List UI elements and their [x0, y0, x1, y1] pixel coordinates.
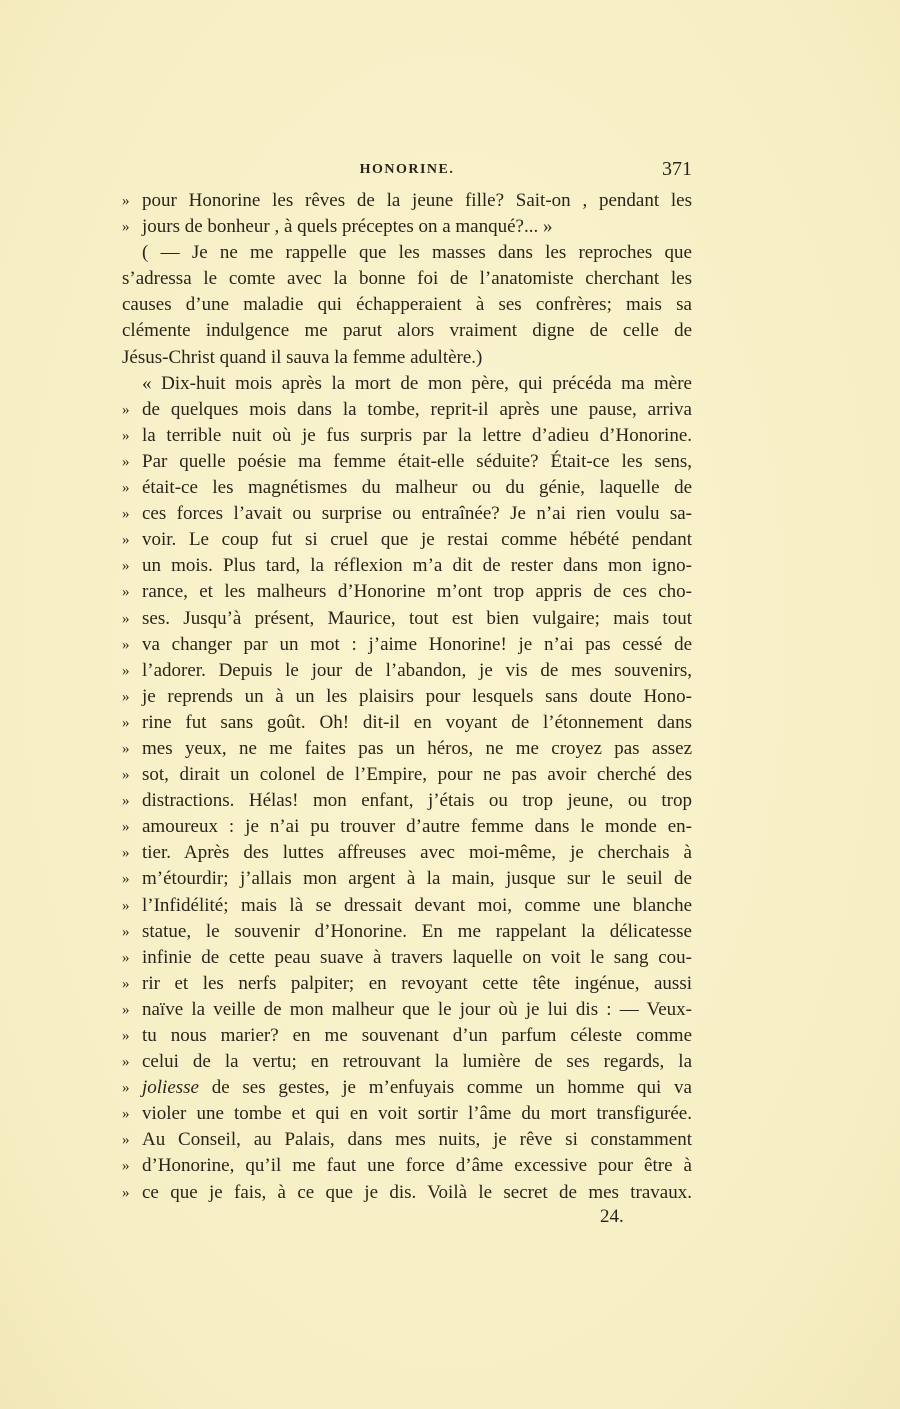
text-line	[122, 1153, 692, 1179]
text-line	[122, 971, 692, 997]
quote-mark: »	[122, 610, 130, 627]
quote-mark: »	[122, 427, 130, 444]
line-text-rest: de ses gestes, je m’enfuyais comme un homme qui va	[199, 1077, 692, 1099]
line-text: la terrible nuit où je fus surpris par la lettre d’adieu d’Honorine.	[142, 424, 692, 446]
quote-mark: »	[122, 558, 130, 575]
quote-mark: »	[122, 480, 130, 497]
line-text: Par quelle poésie ma femme était-elle séduite? Était-ce les sens,	[142, 450, 692, 472]
line-text: rance, et les malheurs d’Honorine m’ont trop appris de ces cho-	[142, 581, 692, 603]
line-text: rir et les nerfs palpiter; en revoyant cette tête ingénue, aussi	[142, 972, 692, 994]
line-text: un mois. Plus tard, la réflexion m’a dit de rester dans mon igno-	[142, 555, 692, 577]
text-line	[122, 449, 692, 475]
text-line	[122, 788, 692, 814]
line-text: s’adressa le comte avec la bonne foi de l’anatomiste cherchant les	[122, 268, 692, 290]
line-text: tier. Après des luttes affreuses avec moi-même, je cherchais à	[142, 842, 692, 864]
quote-mark: »	[122, 1001, 130, 1018]
text-line	[122, 840, 692, 866]
text-line	[122, 814, 692, 840]
line-text	[142, 1075, 692, 1101]
text-line	[122, 945, 692, 971]
line-text: l’Infidélité; mais là se dressait devant moi, comme une blanche	[142, 894, 692, 916]
text-line	[122, 240, 692, 266]
text-line	[122, 318, 692, 344]
line-text: je reprends un à un les plaisirs pour lesquels sans doute Hono-	[142, 685, 692, 707]
line-text: pour Honorine les rêves de la jeune fille? Sait-on , pendant les	[142, 190, 692, 211]
quote-mark: »	[122, 871, 130, 888]
line-text: mes yeux, ne me faites pas un héros, ne me croyez pas assez	[142, 737, 692, 759]
quote-mark: »	[122, 1158, 130, 1175]
line-text: ce que je fais, à ce que je dis. Voilà le secret de mes travaux.	[142, 1181, 692, 1203]
text-line	[122, 371, 692, 397]
line-text: ( — Je ne me rappelle que les masses dans les reproches que	[142, 242, 692, 264]
quote-mark: »	[122, 193, 130, 209]
quote-mark: »	[122, 219, 130, 236]
text-line	[122, 266, 692, 292]
quote-mark: »	[122, 688, 130, 705]
text-line	[122, 736, 692, 762]
text-line	[122, 214, 692, 240]
line-text: naïve la veille de mon malheur que le jour où je lui dis : — Veux-	[142, 998, 692, 1020]
line-text: infinie de cette peau suave à travers laquelle on voit le sang cou-	[142, 946, 692, 968]
line-text: d’Honorine, qu’il me faut une force d’âme excessive pour être à	[142, 1155, 692, 1177]
quote-mark: »	[122, 1054, 130, 1071]
line-text: voir. Le coup fut si cruel que je restai comme hébété pendant	[142, 529, 692, 551]
quote-mark: »	[122, 767, 130, 784]
quote-mark: »	[122, 1028, 130, 1044]
line-text: ses. Jusqu’à présent, Maurice, tout est bien vulgaire; mais tout	[142, 607, 692, 629]
line-text: violer une tombe et qui en voit sortir l’âme du mort transfigurée.	[142, 1103, 692, 1125]
line-text: sot, dirait un colonel de l’Empire, pour ne pas avoir cherché des	[142, 764, 692, 786]
quote-mark: »	[122, 453, 130, 470]
quote-mark: »	[122, 845, 130, 862]
running-head-title: HONORINE.	[359, 162, 455, 177]
quote-mark: »	[122, 819, 130, 836]
text-line	[122, 1127, 692, 1153]
quote-mark: »	[122, 662, 130, 679]
quote-mark: »	[122, 1080, 130, 1097]
text-line	[122, 345, 692, 371]
line-text: statue, le souvenir d’Honorine. En me rappelant la délicatesse	[142, 920, 692, 942]
line-text: ces forces l’avait ou surprise ou entraînée? Je n’ai rien voulu sa-	[142, 503, 692, 525]
quote-mark: »	[122, 1184, 130, 1201]
text-line	[122, 684, 692, 710]
text-line	[122, 997, 692, 1023]
line-text: distractions. Hélas! mon enfant, j’étais ou trop jeune, ou trop	[142, 790, 692, 812]
line-text: de quelques mois dans la tombe, reprit-il après une pause, arriva	[142, 398, 692, 420]
text-line	[122, 1101, 692, 1127]
line-text: m’étourdir; j’allais mon argent à la main, jusque sur le seuil de	[142, 868, 692, 890]
signature-mark: 24.	[600, 1206, 624, 1227]
text-line	[122, 658, 692, 684]
line-text: jours de bonheur , à quels préceptes on a manqué?... »	[142, 216, 553, 238]
line-text: rine fut sans goût. Oh! dit-il en voyant de l’étonnement dans	[142, 711, 692, 733]
line-text: causes d’une maladie qui échapperaient à ses confrères; mais sa	[122, 294, 692, 316]
line-text: celui de la vertu; en retrouvant la lumière de ses regards, la	[142, 1051, 692, 1073]
text-line	[122, 188, 692, 214]
text-line	[122, 893, 692, 919]
page-number: 371	[662, 158, 692, 180]
text-line	[122, 1180, 692, 1206]
quote-mark: »	[122, 1106, 130, 1123]
text-line	[122, 1023, 692, 1049]
line-text: va changer par un mot : j’aime Honorine! je n’ai pas cessé de	[142, 633, 692, 655]
text-line	[122, 710, 692, 736]
line-text: amoureux : je n’ai pu trouver d’autre femme dans le monde en-	[142, 816, 692, 838]
text-line	[122, 606, 692, 632]
line-text: était-ce les magnétismes du malheur ou du génie, laquelle de	[142, 477, 692, 499]
text-line	[122, 553, 692, 579]
text-line	[122, 1049, 692, 1075]
text-line	[122, 579, 692, 605]
text-line	[122, 762, 692, 788]
text-line	[122, 501, 692, 527]
text-line	[122, 866, 692, 892]
italic-word: joliesse	[142, 1077, 199, 1099]
body-text	[122, 188, 692, 1206]
line-text: clémente indulgence me parut alors vraiment digne de celle de	[122, 320, 692, 342]
text-line	[122, 1075, 692, 1101]
text-line	[122, 292, 692, 318]
quote-mark: »	[122, 793, 130, 810]
line-text: Jésus-Christ quand il sauva la femme adultère.)	[122, 346, 483, 368]
text-line	[122, 527, 692, 553]
quote-mark: »	[122, 401, 130, 418]
quote-mark: »	[122, 949, 130, 966]
quote-mark: »	[122, 532, 130, 549]
text-line	[122, 475, 692, 501]
line-text: Au Conseil, au Palais, dans mes nuits, je rêve si constamment	[142, 1129, 692, 1151]
quote-mark: »	[122, 636, 130, 653]
text-line	[122, 423, 692, 449]
quote-mark: »	[122, 975, 130, 992]
text-line	[122, 919, 692, 945]
text-line	[122, 632, 692, 658]
line-text: l’adorer. Depuis le jour de l’abandon, je vis de mes souvenirs,	[142, 659, 692, 681]
quote-mark: »	[122, 740, 130, 757]
text-line	[122, 397, 692, 423]
quote-mark: »	[122, 506, 130, 523]
quote-mark: »	[122, 584, 130, 601]
running-head	[122, 158, 692, 184]
quote-mark: »	[122, 897, 130, 914]
line-text: tu nous marier? en me souvenant d’un parfum céleste comme	[142, 1025, 692, 1046]
quote-mark: »	[122, 923, 130, 940]
line-text: « Dix-huit mois après la mort de mon père, qui précéda ma mère	[142, 372, 692, 394]
quote-mark: »	[122, 714, 130, 731]
quote-mark: »	[122, 1132, 130, 1149]
